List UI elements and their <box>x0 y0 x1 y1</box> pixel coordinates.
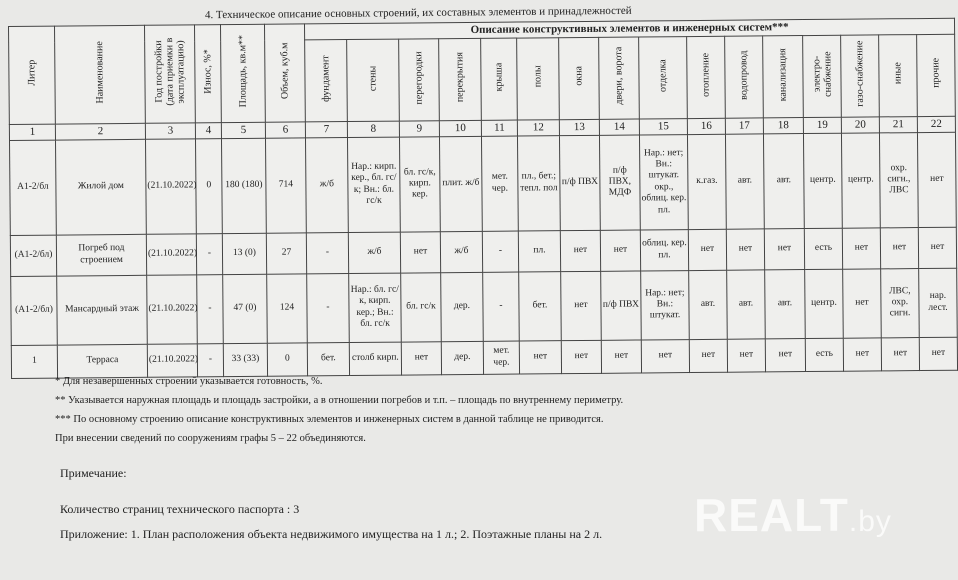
header-foundation: фундамент <box>305 40 348 122</box>
header-floors: полы <box>517 38 560 120</box>
footnotes <box>55 372 623 448</box>
footnote: ** Указывается наружная площадь и площадь застройки, а в отношении погребов и т.п. – площадь по внутреннему периметру. <box>55 395 624 406</box>
header-other-systems: иные <box>879 35 918 117</box>
realt-watermark: REALT.by <box>694 489 892 541</box>
table-row: (А1-2/бл) Погреб под строением (21.10.2022) - 13 (0) 27 - ж/б нет ж/б - пл. нет нет облиц. кер. пл. нет нет нет есть нет нет нет <box>10 227 956 276</box>
table-row: (А1-2/бл) Мансардный этаж (21.10.2022) - 47 (0) 124 - Нар.: бл. гс/к, кирп. кер.; Вн.: бл. гс/к бл. гс/к дер. - бет. нет п/ф ПВХ Нар.: нет; Вн.: штукат. авт. авт. авт. центр. нет ЛВС, охр. сигн. нар. лест. <box>11 268 958 345</box>
header-floors-slabs: перекрытия <box>439 39 482 121</box>
footnote: * Для незавершенных строений указывается готовность, %. <box>55 376 323 387</box>
header-heating: отопление <box>687 36 726 118</box>
header-roof: крыша <box>481 38 518 120</box>
header-liter: Литер <box>9 26 56 124</box>
header-year: Год постройки (дата приемки в эксплуатацию) <box>144 25 195 123</box>
header-electricity: электро-снабжение <box>803 35 842 117</box>
header-area: Площадь, кв.м** <box>220 24 265 122</box>
remark-heading: Примечание: <box>60 466 127 480</box>
header-systems: Описание конструктивных элементов и инженерных систем*** <box>304 18 954 40</box>
section-title: 4. Техническое описание основных строений, их составных элементов и принадлежностей <box>204 4 632 22</box>
footnote: При внесении сведений по сооружениям графы 5 – 22 объединяются. <box>55 433 366 444</box>
header-partitions: перегородки <box>399 39 440 121</box>
table-row: 1 Терраса (21.10.2022) - 33 (33) 0 бет. столб кирп. нет дер. мет. чер. нет нет нет нет нет нет нет есть нет нет нет <box>11 337 957 378</box>
header-wear: Износ, %* <box>194 25 221 123</box>
header-finish: отделка <box>639 37 688 119</box>
header-water: водопровод <box>725 36 764 118</box>
header-walls: стены <box>347 39 400 121</box>
table-row: А1-2/бл Жилой дом (21.10.2022) 0 180 (180) 714 ж/б Нар.: кирп. кер., бл. гс/к; Вн.: бл. гс/к бл. гс/к, кирп. кер. плит. ж/б мет. чер. пл., бет.; тепл. пол п/ф ПВХ п/ф ПВХ, МДФ Нар.: нет; Вн.: штукат. окр., облиц. кер. пл. к.газ. авт. авт. центр. центр. охр. сигн., ЛВС нет <box>9 132 956 235</box>
header-doors: двери, ворота <box>599 37 640 119</box>
header-name: Наименование <box>55 25 146 123</box>
header-gas: газо-снабжение <box>841 35 880 117</box>
header-misc: прочие <box>917 34 956 116</box>
header-volume: Объем, куб.м <box>264 24 305 122</box>
page-count: Количество страниц технического паспорта : 3 <box>60 502 300 516</box>
header-windows: окна <box>559 38 600 120</box>
header-sewage: канализация <box>763 36 804 118</box>
technical-description-table <box>8 18 958 379</box>
footnote: *** По основному строению описание конструктивных элементов и инженерных систем в данной таблице не приводится. <box>55 414 604 425</box>
column-numbers-row: 1 2 3 4 5 6 7 8 9 10 11 12 13 14 15 16 17 18 19 20 21 22 <box>9 116 955 140</box>
appendix: Приложение: 1. План расположения объекта недвижимого имущества на 1 л.; 2. Поэтажные планы на 2 л. <box>60 527 603 541</box>
